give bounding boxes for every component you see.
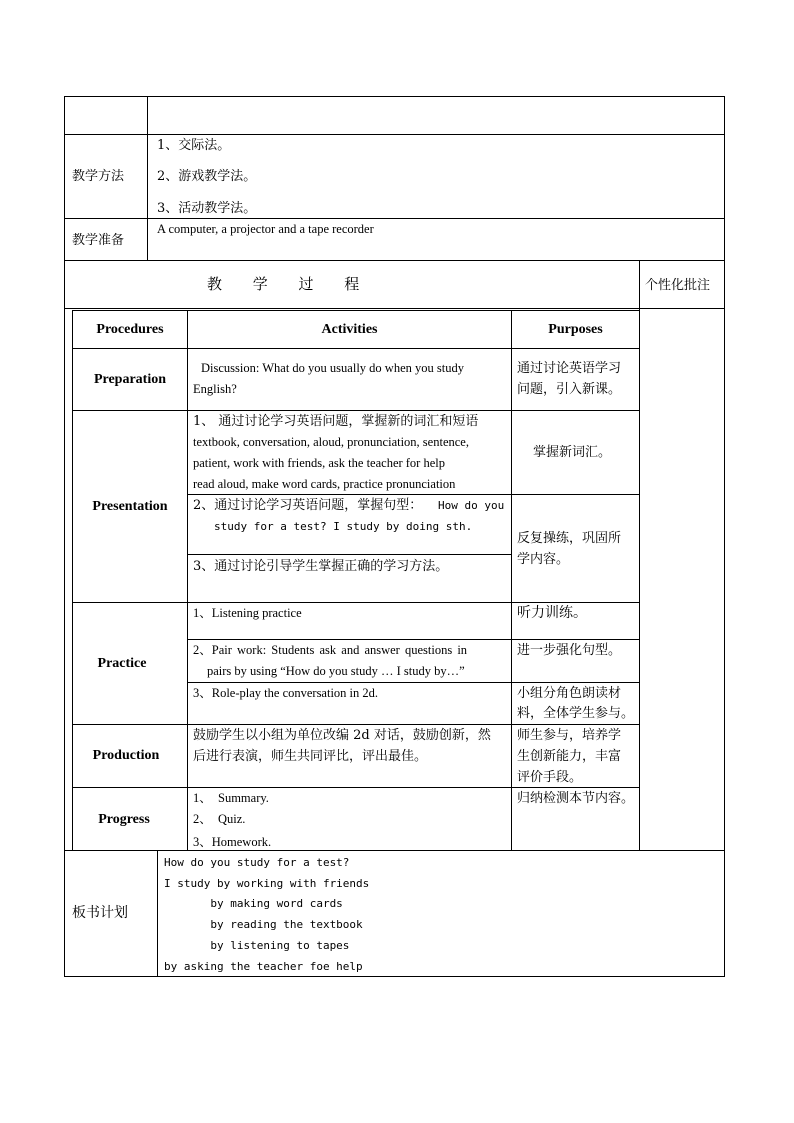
board-line: by listening to tapes: [164, 939, 350, 952]
presentation-purpose1: 掌握新词汇。: [533, 445, 612, 460]
board-label: 板书计划: [72, 905, 128, 921]
progress-item: 2、 Quiz.: [193, 812, 246, 826]
production-purpose-line: 师生参与，培养学: [517, 728, 622, 743]
method-item: 2、游戏教学法。: [157, 169, 257, 184]
board-line: by making word cards: [164, 897, 343, 910]
presentation-purpose2-line: 反复操练，巩固所: [517, 531, 622, 546]
prep-label: 教学准备: [72, 233, 125, 248]
practice-purpose1: 听力训练。: [517, 605, 587, 621]
method-label: 教学方法: [72, 169, 125, 184]
practice-item3: 3、Role-play the conversation in 2d.: [193, 686, 379, 700]
progress-item: 1、 Summary.: [193, 791, 269, 805]
header-purposes: Purposes: [548, 322, 603, 337]
production-activity-line: 后进行表演，师生共同评比，评出最佳。: [193, 749, 428, 764]
preparation-label: Preparation: [93, 372, 167, 387]
production-purpose-line: 评价手段。: [517, 770, 583, 785]
method-item: 3、活动教学法。: [157, 201, 257, 216]
method-item: 1、交际法。: [157, 138, 231, 153]
production-label: Production: [92, 748, 160, 763]
prep-value: A computer, a projector and a tape recorder: [157, 222, 374, 236]
practice-item2-line: 2、Pair work: Students ask and answer questions in: [193, 643, 468, 657]
notes-label: 个性化批注: [645, 278, 711, 293]
practice-purpose3-line: 料，全体学生参与。: [517, 706, 635, 721]
presentation-item3: 3、通过讨论引导学生掌握正确的学习方法。: [193, 559, 449, 574]
presentation-item2-en: study for a test? I study by doing sth.: [214, 520, 473, 533]
practice-item2-line: pairs by using “How do you study … I study by…”: [207, 664, 465, 678]
board-line: I study by working with friends: [164, 877, 370, 890]
practice-label: Practice: [97, 656, 147, 671]
board-line: by asking the teacher foe help: [164, 960, 363, 973]
production-activity-line: 鼓励学生以小组为单位改编 2d 对话，鼓励创新，然: [193, 728, 491, 743]
header-activities: Activities: [321, 322, 378, 337]
practice-purpose2: 进一步强化句型。: [517, 643, 622, 658]
presentation-item1-line: 1、 通过讨论学习英语问题，掌握新的词汇和短语: [193, 414, 479, 429]
presentation-label: Presentation: [92, 499, 168, 514]
presentation-item1-line: textbook, conversation, aloud, pronunciation, sentence,: [193, 435, 469, 449]
header-procedures: Procedures: [96, 322, 164, 337]
progress-label: Progress: [98, 812, 150, 827]
presentation-item1-line: patient, work with friends, ask the teacher for help: [193, 456, 445, 470]
preparation-activity-line: Discussion: What do you usually do when you study: [201, 361, 464, 375]
presentation-purpose2-line: 学内容。: [517, 552, 570, 567]
preparation-activity-line: English?: [193, 382, 237, 396]
board-line: by reading the textbook: [164, 918, 363, 931]
preparation-purpose-line: 通过讨论英语学习: [517, 361, 622, 376]
board-line: How do you study for a test?: [164, 856, 350, 869]
presentation-item1-line: read aloud, make word cards, practice pronunciation: [193, 477, 456, 491]
presentation-item2-prefix: 2、通过讨论学习英语问题，掌握句型：: [193, 498, 423, 513]
process-title: 教 学 过 程: [207, 275, 366, 293]
production-purpose-line: 生创新能力，丰富: [517, 749, 622, 764]
progress-item: 3、Homework.: [193, 835, 272, 849]
preparation-purpose-line: 问题，引入新课。: [517, 382, 622, 397]
presentation-item2-en: How do you: [438, 499, 505, 512]
practice-purpose3-line: 小组分角色朗读材: [517, 686, 622, 701]
progress-purpose: 归纳检测本节内容。: [517, 791, 635, 806]
practice-item1: 1、Listening practice: [193, 606, 302, 620]
